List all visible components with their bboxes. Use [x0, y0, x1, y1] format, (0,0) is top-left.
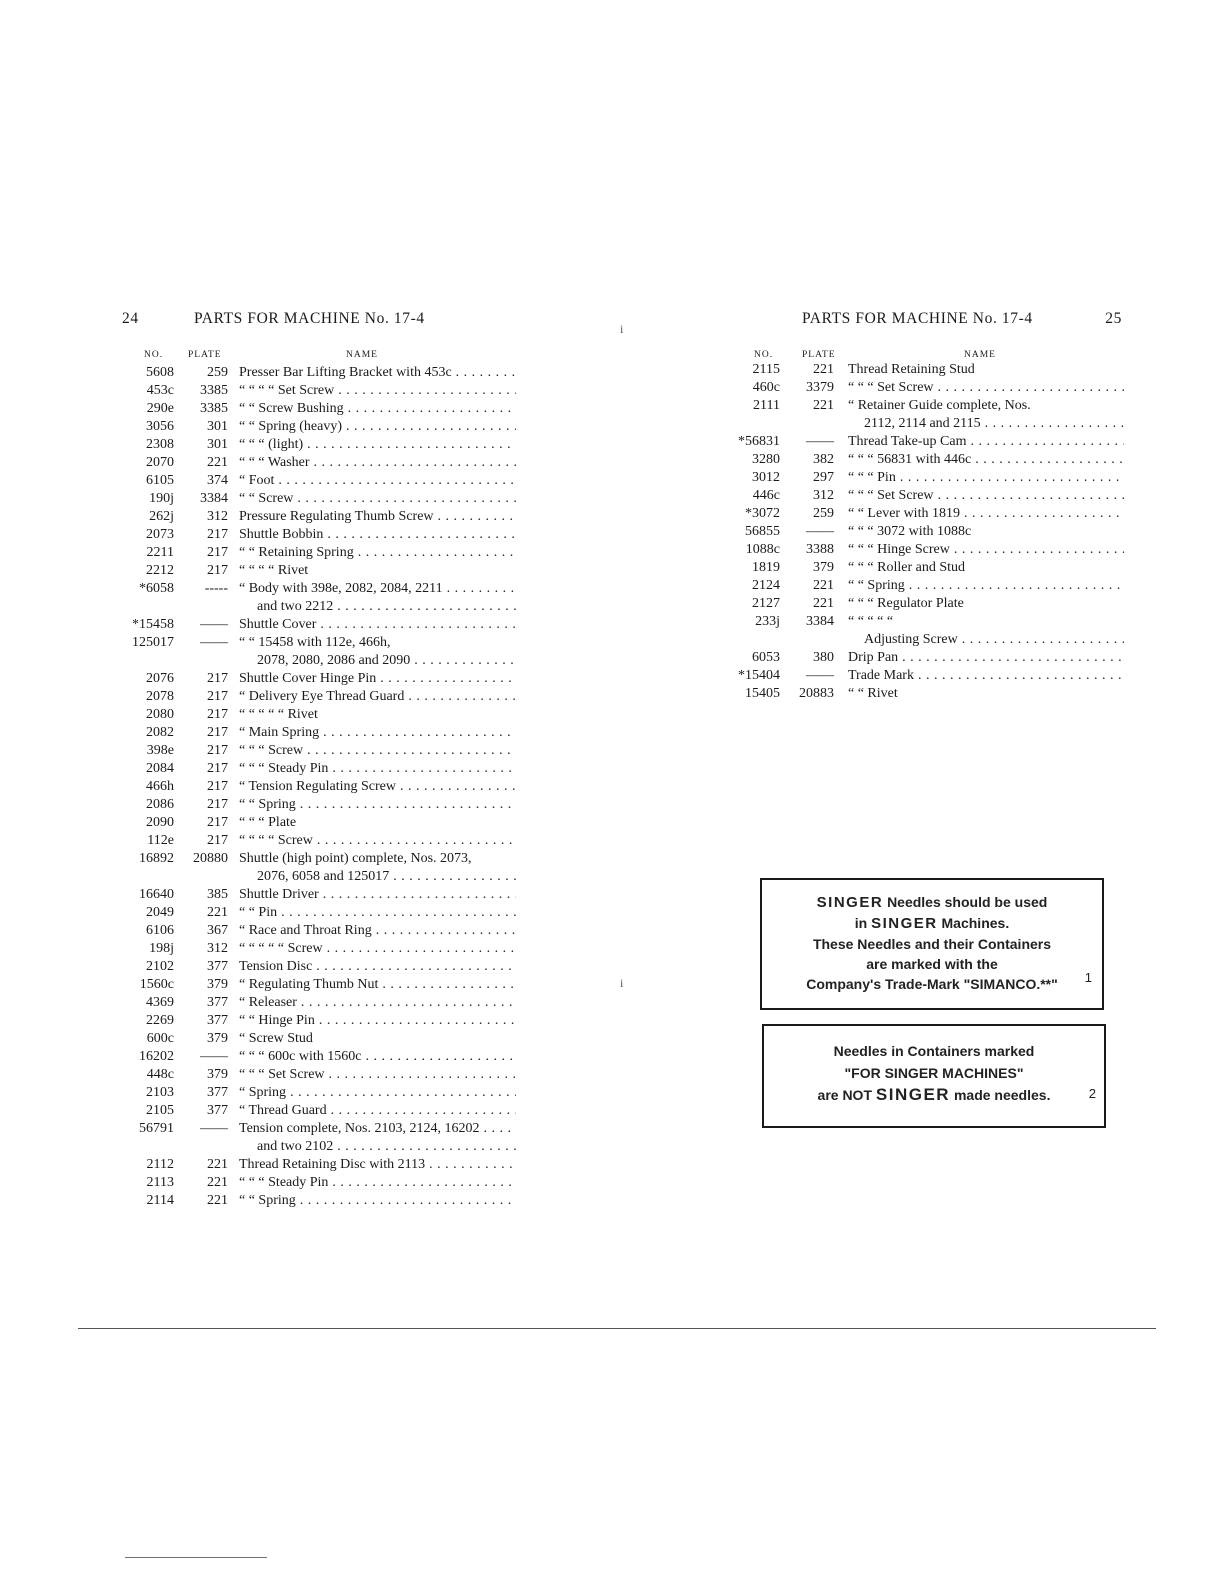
- part-number: 2111: [753, 398, 780, 413]
- part-name: “ “ Spring . . .: [239, 1192, 516, 1210]
- plate-number: ——: [200, 1121, 228, 1136]
- part-number: 3012: [752, 470, 780, 485]
- part-number: 1560c: [139, 977, 174, 992]
- plate-number: 259: [207, 365, 228, 380]
- plate-number: 379: [207, 977, 228, 992]
- plate-number: 312: [207, 941, 228, 956]
- plate-number: 221: [207, 1193, 228, 1208]
- parts-row: [118, 1120, 518, 1138]
- plate-number: 217: [207, 761, 228, 776]
- parts-row: [118, 688, 518, 706]
- plate-number: 217: [207, 671, 228, 686]
- parts-row: [118, 1030, 518, 1048]
- parts-row: [728, 541, 1126, 559]
- part-number: 56791: [139, 1121, 174, 1136]
- part-name: “ “ “ “ Screw . . .: [239, 832, 516, 850]
- part-name: and two 2212 . . .: [257, 598, 516, 616]
- parts-row: [118, 778, 518, 796]
- part-name: “ “ “ 3072 with 1088c: [848, 524, 972, 539]
- parts-row: [728, 487, 1126, 505]
- part-name: Shuttle Cover . . .: [239, 616, 516, 634]
- part-name: “ Retainer Guide complete, Nos.: [848, 398, 1031, 413]
- parts-row: [728, 595, 1126, 613]
- parts-row: [728, 379, 1126, 397]
- notice-line: [762, 913, 1102, 934]
- parts-row: [728, 415, 1126, 433]
- part-number: *15404: [738, 668, 780, 683]
- parts-row: [118, 1174, 518, 1192]
- parts-row: [728, 613, 1126, 631]
- part-name: “ Screw Stud: [239, 1031, 313, 1046]
- part-number: 16640: [139, 887, 174, 902]
- plate-number: 3385: [200, 383, 228, 398]
- part-name: “ “ “ Steady Pin . . .: [239, 1174, 516, 1192]
- warning-notice-box: [762, 1024, 1106, 1128]
- plate-number: 377: [207, 959, 228, 974]
- parts-row: [118, 724, 518, 742]
- part-number: 2112: [146, 1157, 174, 1172]
- plate-number: 221: [813, 578, 834, 593]
- parts-row: [728, 361, 1126, 379]
- part-number: 290e: [146, 401, 174, 416]
- parts-row: [118, 706, 518, 724]
- plate-number: ——: [806, 524, 834, 539]
- part-number: 600c: [146, 1031, 174, 1046]
- plate-number: 312: [813, 488, 834, 503]
- plate-number: 221: [813, 398, 834, 413]
- plate-number: 3388: [806, 542, 834, 557]
- part-name: “ “ Spring . . .: [239, 796, 516, 814]
- part-number: 2211: [146, 545, 174, 560]
- plate-number: 217: [207, 707, 228, 722]
- part-name: “ “ “ Hinge Screw . . .: [848, 541, 1124, 559]
- part-name: “ “ Spring . . .: [848, 577, 1124, 595]
- parts-row: [118, 544, 518, 562]
- part-name: “ “ “ Steady Pin . . .: [239, 760, 516, 778]
- plate-number: 382: [813, 452, 834, 467]
- part-name: Shuttle Bobbin . . .: [239, 526, 516, 544]
- part-name: “ Spring . . .: [239, 1084, 516, 1102]
- part-name: “ Regulating Thumb Nut . . .: [239, 976, 516, 994]
- parts-row: [118, 1012, 518, 1030]
- parts-row: [118, 832, 518, 850]
- parts-row: [118, 976, 518, 994]
- footer-link-underline: [125, 1557, 267, 1558]
- part-name: Shuttle (high point) complete, Nos. 2073,: [239, 851, 472, 866]
- parts-row: [118, 580, 518, 598]
- part-name: “ “ “ (light) . . .: [239, 436, 516, 454]
- parts-row: [118, 472, 518, 490]
- part-name: “ “ Rivet: [848, 686, 898, 701]
- part-name: Shuttle Driver . . .: [239, 886, 516, 904]
- plate-number: 377: [207, 1013, 228, 1028]
- parts-row: [728, 577, 1126, 595]
- parts-row: [118, 400, 518, 418]
- part-name: “ “ “ Set Screw . . .: [848, 487, 1124, 505]
- plate-number: 377: [207, 1103, 228, 1118]
- parts-row: [118, 436, 518, 454]
- part-name: “ “ “ “ “ Screw . . .: [239, 940, 516, 958]
- plate-number: 297: [813, 470, 834, 485]
- parts-row: [118, 1102, 518, 1120]
- part-name: “ “ “ Pin . . .: [848, 469, 1124, 487]
- plate-number: 221: [207, 1157, 228, 1172]
- notice-line: "FOR SINGER MACHINES": [844, 1065, 1024, 1081]
- part-number: 448c: [146, 1067, 174, 1082]
- parts-row: [728, 685, 1126, 703]
- plate-number: 217: [207, 797, 228, 812]
- part-number: 6053: [752, 650, 780, 665]
- parts-row: [118, 526, 518, 544]
- part-number: 56855: [745, 524, 780, 539]
- parts-row: [118, 382, 518, 400]
- part-name: “ Main Spring . . .: [239, 724, 516, 742]
- part-number: 125017: [132, 635, 174, 650]
- part-name: “ Releaser . . .: [239, 994, 516, 1012]
- part-name: “ Tension Regulating Screw . . .: [239, 778, 516, 796]
- page-title: PARTS FOR MACHINE No. 17-4: [802, 310, 1033, 327]
- part-name: 2078, 2080, 2086 and 2090 . . .: [257, 652, 516, 670]
- notice-line: are marked with the: [866, 956, 998, 972]
- column-header-no: NO.: [754, 350, 774, 360]
- part-name: “ “ “ Roller and Stud: [848, 560, 966, 575]
- part-number: 2105: [146, 1103, 174, 1118]
- notice-line: These Needles and their Containers: [812, 936, 1052, 952]
- part-number: 398e: [146, 743, 174, 758]
- parts-row: [118, 670, 518, 688]
- notice-text: made needles.: [953, 1087, 1051, 1103]
- part-number: 2103: [146, 1085, 174, 1100]
- part-name: “ “ Spring (heavy) . . .: [239, 418, 516, 436]
- plate-number: 221: [207, 455, 228, 470]
- plate-number: 385: [207, 887, 228, 902]
- plate-number: 377: [207, 995, 228, 1010]
- parts-row: [118, 868, 518, 886]
- part-name: “ “ “ “ “: [848, 614, 894, 629]
- parts-row: [118, 742, 518, 760]
- part-number: 112e: [147, 833, 174, 848]
- parts-row: [118, 904, 518, 922]
- parts-row: [118, 364, 518, 382]
- parts-row: [728, 505, 1126, 523]
- part-number: 2073: [146, 527, 174, 542]
- brand-name: SINGER: [816, 894, 884, 911]
- part-name: Thread Take-up Cam . . .: [848, 433, 1124, 451]
- plate-number: 379: [207, 1067, 228, 1082]
- needles-notice-box: [760, 878, 1104, 1010]
- figure-number: 1: [1084, 970, 1092, 985]
- parts-row: [118, 814, 518, 832]
- left-page-header: [118, 310, 518, 332]
- plate-number: 380: [813, 650, 834, 665]
- part-name: Shuttle Cover Hinge Pin . . .: [239, 670, 516, 688]
- part-name: “ “ Retaining Spring . . .: [239, 544, 516, 562]
- part-name: “ “ Hinge Pin . . .: [239, 1012, 516, 1030]
- plate-number: 221: [813, 596, 834, 611]
- parts-row: [728, 667, 1126, 685]
- plate-number: 379: [207, 1031, 228, 1046]
- part-number: 3280: [752, 452, 780, 467]
- part-name: “ “ “ 600c with 1560c . . .: [239, 1048, 516, 1066]
- part-number: 2127: [752, 596, 780, 611]
- part-name: “ “ “ Washer . . .: [239, 454, 516, 472]
- plate-number: 217: [207, 545, 228, 560]
- part-name: “ Delivery Eye Thread Guard . . .: [239, 688, 516, 706]
- part-number: 2049: [146, 905, 174, 920]
- parts-row: [118, 922, 518, 940]
- plate-number: 221: [207, 1175, 228, 1190]
- part-name: “ “ “ Plate: [239, 815, 297, 830]
- part-number: 4369: [146, 995, 174, 1010]
- parts-row: [118, 634, 518, 652]
- part-number: 2212: [146, 563, 174, 578]
- parts-row: [728, 631, 1126, 649]
- parts-row: [118, 958, 518, 976]
- notice-text: in: [854, 915, 868, 931]
- parts-row: [118, 796, 518, 814]
- plate-number: 367: [207, 923, 228, 938]
- page-title: PARTS FOR MACHINE No. 17-4: [194, 310, 425, 327]
- part-number: 2115: [752, 362, 780, 377]
- part-number: 1819: [752, 560, 780, 575]
- part-number: 2084: [146, 761, 174, 776]
- part-number: 2080: [146, 707, 174, 722]
- part-name: Presser Bar Lifting Bracket with 453c . . .: [239, 364, 516, 382]
- part-name: Pressure Regulating Thumb Screw . . .: [239, 508, 516, 526]
- notice-line: Company's Trade-Mark "SIMANCO.**": [806, 976, 1058, 992]
- scan-mark: i: [620, 976, 624, 990]
- part-number: 5608: [146, 365, 174, 380]
- plate-number: ——: [200, 617, 228, 632]
- column-header-plate: PLATE: [802, 350, 836, 360]
- parts-row: [728, 397, 1126, 415]
- plate-number: 377: [207, 1085, 228, 1100]
- plate-number: 221: [207, 905, 228, 920]
- part-number: 2070: [146, 455, 174, 470]
- part-name: “ “ “ “ Set Screw . . .: [239, 382, 516, 400]
- parts-row: [118, 940, 518, 958]
- notice-text: are NOT: [817, 1087, 872, 1103]
- part-name: “ “ Screw Bushing . . .: [239, 400, 516, 418]
- parts-row: [728, 523, 1126, 541]
- brand-name: SINGER: [871, 915, 938, 932]
- part-name: Tension complete, Nos. 2103, 2124, 16202 . . .: [239, 1120, 516, 1138]
- right-page-header: [728, 310, 1126, 332]
- bottom-rule: [78, 1328, 1156, 1329]
- parts-row: [118, 1156, 518, 1174]
- plate-number: 221: [813, 362, 834, 377]
- plate-number: 217: [207, 815, 228, 830]
- part-number: 2114: [146, 1193, 174, 1208]
- parts-list-left: [118, 364, 518, 1210]
- parts-row: [118, 1138, 518, 1156]
- plate-number: 379: [813, 560, 834, 575]
- notice-line: [762, 892, 1102, 913]
- parts-row: [728, 649, 1126, 667]
- parts-row: [118, 1084, 518, 1102]
- part-number: *3072: [745, 506, 780, 521]
- part-number: 2090: [146, 815, 174, 830]
- parts-row: [118, 760, 518, 778]
- part-number: 2086: [146, 797, 174, 812]
- parts-row: [728, 451, 1126, 469]
- plate-number: ——: [200, 1049, 228, 1064]
- parts-row: [728, 559, 1126, 577]
- part-number: 16892: [139, 851, 174, 866]
- notice-text: Machines.: [941, 915, 1010, 931]
- column-header-no: NO.: [144, 350, 164, 360]
- part-number: 16202: [139, 1049, 174, 1064]
- plate-number: -----: [204, 581, 228, 596]
- part-name: “ Thread Guard . . .: [239, 1102, 516, 1120]
- part-number: 2269: [146, 1013, 174, 1028]
- part-name: Drip Pan . . .: [848, 649, 1124, 667]
- column-header-plate: PLATE: [188, 350, 222, 360]
- notice-text: Needles should be used: [887, 894, 1048, 910]
- figure-number: 2: [1088, 1086, 1096, 1101]
- parts-row: [118, 1048, 518, 1066]
- part-number: 2124: [752, 578, 780, 593]
- part-number: 460c: [752, 380, 780, 395]
- part-number: 2076: [146, 671, 174, 686]
- plate-number: 312: [207, 509, 228, 524]
- column-headers: [118, 350, 518, 364]
- plate-number: 259: [813, 506, 834, 521]
- parts-row: [118, 886, 518, 904]
- plate-number: 217: [207, 743, 228, 758]
- parts-row: [118, 652, 518, 670]
- part-number: 453c: [146, 383, 174, 398]
- part-name: “ “ “ Regulator Plate: [848, 596, 964, 611]
- part-number: 466h: [146, 779, 174, 794]
- part-number: 6105: [146, 473, 174, 488]
- plate-number: 217: [207, 689, 228, 704]
- plate-number: 301: [207, 437, 228, 452]
- part-name: “ Race and Throat Ring . . .: [239, 922, 516, 940]
- part-name: “ “ “ “ Rivet: [239, 563, 309, 578]
- plate-number: 374: [207, 473, 228, 488]
- plate-number: 301: [207, 419, 228, 434]
- column-header-name: NAME: [346, 350, 378, 360]
- part-name: “ “ “ 56831 with 446c . . .: [848, 451, 1124, 469]
- parts-row: [118, 598, 518, 616]
- plate-number: 3385: [200, 401, 228, 416]
- part-number: 262j: [149, 509, 174, 524]
- part-number: *15458: [132, 617, 174, 632]
- plate-number: 217: [207, 779, 228, 794]
- plate-number: 217: [207, 833, 228, 848]
- scan-mark: i: [620, 322, 624, 336]
- part-name: 2112, 2114 and 2115 . . .: [864, 415, 1124, 433]
- parts-row: [728, 433, 1126, 451]
- parts-row: [118, 616, 518, 634]
- part-name: “ “ “ “ “ Rivet: [239, 707, 318, 722]
- part-number: 15405: [745, 686, 780, 701]
- parts-row: [118, 1066, 518, 1084]
- parts-row: [118, 508, 518, 526]
- notice-line: [764, 1084, 1104, 1106]
- plate-number: 20883: [799, 686, 834, 701]
- parts-row: [118, 490, 518, 508]
- parts-row: [118, 1192, 518, 1210]
- part-name: 2076, 6058 and 125017 . . .: [257, 868, 516, 886]
- part-number: 1088c: [745, 542, 780, 557]
- parts-list-right: [728, 361, 1126, 703]
- part-number: 2308: [146, 437, 174, 452]
- part-number: 2113: [146, 1175, 174, 1190]
- part-name: Trade Mark . . .: [848, 667, 1124, 685]
- plate-number: 217: [207, 527, 228, 542]
- parts-row: [728, 469, 1126, 487]
- part-number: 2082: [146, 725, 174, 740]
- part-number: 198j: [149, 941, 174, 956]
- part-name: “ “ “ Set Screw . . .: [848, 379, 1124, 397]
- part-name: Adjusting Screw . . .: [864, 631, 1124, 649]
- plate-number: 3379: [806, 380, 834, 395]
- part-name: “ “ Lever with 1819 . . .: [848, 505, 1124, 523]
- part-name: “ “ “ Screw . . .: [239, 742, 516, 760]
- plate-number: ——: [806, 434, 834, 449]
- part-number: *6058: [139, 581, 174, 596]
- part-name: “ “ Screw . . .: [239, 490, 516, 508]
- part-name: and two 2102 . . .: [257, 1138, 516, 1156]
- parts-row: [118, 418, 518, 436]
- plate-number: 217: [207, 725, 228, 740]
- notice-line: Needles in Containers marked: [833, 1043, 1035, 1059]
- part-name: “ “ “ Set Screw . . .: [239, 1066, 516, 1084]
- part-number: 2078: [146, 689, 174, 704]
- parts-row: [118, 850, 518, 868]
- plate-number: ——: [806, 668, 834, 683]
- page-number: 24: [122, 310, 139, 327]
- part-name: “ “ 15458 with 112e, 466h,: [239, 635, 391, 650]
- parts-row: [118, 994, 518, 1012]
- part-number: 2102: [146, 959, 174, 974]
- part-number: 6106: [146, 923, 174, 938]
- parts-row: [118, 562, 518, 580]
- plate-number: ——: [200, 635, 228, 650]
- part-name: “ Foot . . .: [239, 472, 516, 490]
- part-name: Tension Disc . . .: [239, 958, 516, 976]
- plate-number: 3384: [806, 614, 834, 629]
- plate-number: 3384: [200, 491, 228, 506]
- part-number: 190j: [149, 491, 174, 506]
- part-name: Thread Retaining Disc with 2113 . . .: [239, 1156, 516, 1174]
- parts-row: [118, 454, 518, 472]
- part-number: 233j: [755, 614, 780, 629]
- part-number: 446c: [752, 488, 780, 503]
- brand-name: SINGER: [875, 1085, 951, 1104]
- part-name: Thread Retaining Stud: [848, 362, 975, 377]
- part-name: “ “ Pin . . .: [239, 904, 516, 922]
- part-number: 3056: [146, 419, 174, 434]
- part-name: “ Body with 398e, 2082, 2084, 2211 . . .: [239, 580, 516, 598]
- page-number: 25: [1105, 310, 1122, 327]
- column-header-name: NAME: [964, 350, 996, 360]
- plate-number: 217: [207, 563, 228, 578]
- plate-number: 20880: [193, 851, 228, 866]
- part-number: *56831: [738, 434, 780, 449]
